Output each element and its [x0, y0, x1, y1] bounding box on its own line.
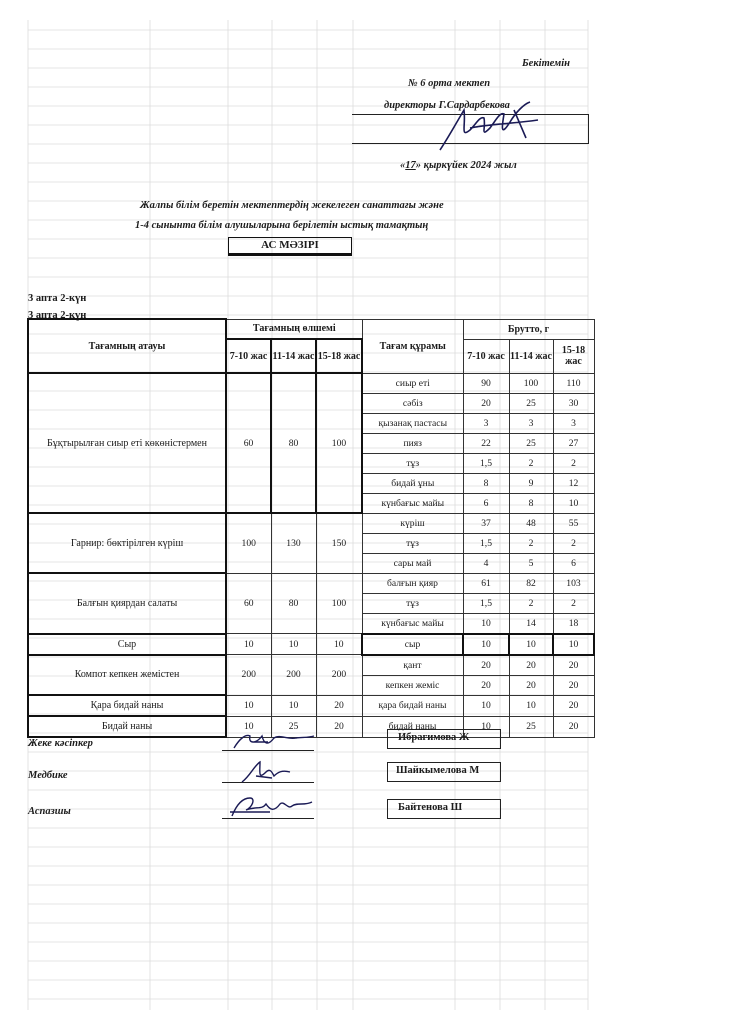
dish-portion-2: 10 [271, 695, 316, 716]
ingredient-row [28, 573, 594, 593]
ingredient-name: қызанақ пастасы [362, 413, 463, 433]
ingredient-brutto-1: 1,5 [463, 453, 509, 473]
ingredient-brutto-3: 103 [553, 573, 594, 593]
ingredient-row [28, 513, 594, 533]
ingredient-brutto-2: 2 [509, 453, 553, 473]
dish-portion-3: 100 [316, 373, 362, 513]
ingredient-name: сыр [362, 634, 463, 655]
dish-portion-3: 150 [316, 513, 362, 573]
ingredient-brutto-3: 6 [553, 553, 594, 573]
ingredient-name: сары май [362, 553, 463, 573]
ingredient-brutto-1: 10 [463, 613, 509, 634]
ingredient-brutto-2: 10 [509, 695, 553, 716]
ingredient-brutto-2: 2 [509, 533, 553, 553]
ingredient-brutto-3: 20 [553, 716, 594, 737]
menu-title: АС МӘЗІРІ [228, 237, 352, 256]
ingredient-brutto-3: 30 [553, 393, 594, 413]
header-portion-group: Тағамның өлшемі [226, 319, 362, 339]
header-composition: Тағам құрамы [362, 319, 463, 373]
ingredient-brutto-3: 3 [553, 413, 594, 433]
ingredient-brutto-3: 12 [553, 473, 594, 493]
signature-role-entrepreneur: Жеке кәсіпкер [28, 738, 93, 749]
ingredient-brutto-1: 4 [463, 553, 509, 573]
ingredient-brutto-3: 2 [553, 533, 594, 553]
dish-portion-2: 80 [271, 373, 316, 513]
dish-portion-2: 10 [271, 634, 316, 655]
dish-name: Сыр [28, 634, 226, 655]
header-brutto-group: Брутто, г [463, 319, 594, 339]
ingredient-brutto-2: 10 [509, 634, 553, 655]
ingredient-brutto-1: 90 [463, 373, 509, 393]
dish-portion-3: 20 [316, 695, 362, 716]
ingredient-brutto-2: 100 [509, 373, 553, 393]
entrepreneur-signature [228, 728, 318, 754]
ingredient-brutto-2: 5 [509, 553, 553, 573]
signature-role-cook: Аспазшы [28, 806, 71, 817]
approval-director: директоры Г.Сардарбекова [384, 100, 510, 111]
ingredient-row [28, 373, 594, 393]
dish-name: Қара бидай наны [28, 695, 226, 716]
ingredient-name: сиыр еті [362, 373, 463, 393]
ingredient-brutto-1: 37 [463, 513, 509, 533]
ingredient-brutto-2: 25 [509, 393, 553, 413]
signature-name-entrepreneur: Ибрагимова Ж [398, 732, 470, 743]
dish-portion-2: 25 [271, 716, 316, 737]
dish-portion-1: 200 [226, 655, 271, 696]
header-portion-age-7-10: 7-10 жас [226, 339, 271, 373]
header-portion-age-15-18: 15-18 жас [316, 339, 362, 373]
ingredient-brutto-3: 110 [553, 373, 594, 393]
ingredient-name: күнбағыс майы [362, 493, 463, 513]
dish-portion-2: 130 [271, 513, 316, 573]
ingredient-brutto-1: 20 [463, 393, 509, 413]
menu-table [27, 318, 595, 738]
ingredient-brutto-2: 25 [509, 716, 553, 737]
ingredient-brutto-1: 1,5 [463, 593, 509, 613]
dish-name: Гарнир: бөктірілген күріш [28, 513, 226, 573]
ingredient-brutto-2: 48 [509, 513, 553, 533]
ingredient-brutto-3: 10 [553, 634, 594, 655]
ingredient-brutto-2: 82 [509, 573, 553, 593]
signature-name-nurse: Шайкымелова М [396, 765, 480, 776]
nurse-signature [236, 758, 296, 786]
header-brutto-age-15-18: 15-18 жас [553, 339, 594, 373]
ingredient-name: күнбағыс майы [362, 613, 463, 634]
ingredient-brutto-1: 8 [463, 473, 509, 493]
dish-name: Бұқтырылған сиыр еті көкөністермен [28, 373, 226, 513]
dish-name: Бидай наны [28, 716, 226, 737]
ingredient-brutto-3: 55 [553, 513, 594, 533]
ingredient-brutto-2: 2 [509, 593, 553, 613]
dish-portion-1: 60 [226, 373, 271, 513]
ingredient-brutto-2: 20 [509, 675, 553, 695]
ingredient-row [28, 655, 594, 676]
ingredient-brutto-1: 22 [463, 433, 509, 453]
ingredient-name: қара бидай наны [362, 695, 463, 716]
ingredient-brutto-3: 2 [553, 453, 594, 473]
dish-portion-2: 80 [271, 573, 316, 634]
cook-signature [226, 792, 318, 822]
ingredient-name: бидай ұны [362, 473, 463, 493]
ingredient-brutto-2: 25 [509, 433, 553, 453]
dish-portion-3: 10 [316, 634, 362, 655]
ingredient-brutto-2: 20 [509, 655, 553, 676]
ingredient-brutto-2: 9 [509, 473, 553, 493]
dish-portion-1: 60 [226, 573, 271, 634]
dish-portion-1: 10 [226, 695, 271, 716]
ingredient-brutto-2: 14 [509, 613, 553, 634]
ingredient-brutto-1: 10 [463, 695, 509, 716]
ingredient-row [28, 634, 594, 655]
dish-portion-3: 200 [316, 655, 362, 696]
dish-portion-1: 100 [226, 513, 271, 573]
ingredient-brutto-3: 2 [553, 593, 594, 613]
ingredient-brutto-3: 10 [553, 493, 594, 513]
dish-portion-1: 10 [226, 634, 271, 655]
dish-name: Компот кепкен жемістен [28, 655, 226, 696]
ingredient-brutto-3: 27 [553, 433, 594, 453]
ingredient-brutto-1: 20 [463, 675, 509, 695]
ingredient-brutto-2: 8 [509, 493, 553, 513]
ingredient-brutto-3: 20 [553, 675, 594, 695]
ingredient-name: тұз [362, 453, 463, 473]
header-portion-age-11-14: 11-14 жас [271, 339, 316, 373]
ingredient-brutto-1: 10 [463, 634, 509, 655]
dish-portion-3: 100 [316, 573, 362, 634]
week-day-label-2: 3 апта 2-күн [28, 310, 87, 321]
signature-name-cook: Байтенова Ш [398, 802, 463, 813]
ingredient-name: сәбіз [362, 393, 463, 413]
ingredient-brutto-1: 1,5 [463, 533, 509, 553]
header-dish-name: Тағамның атауы [28, 319, 226, 373]
signature-role-nurse: Медбике [28, 770, 68, 781]
ingredient-name: қант [362, 655, 463, 676]
header-brutto-age-11-14: 11-14 жас [509, 339, 553, 373]
director-signature [430, 98, 550, 156]
ingredient-name: балғын қияр [362, 573, 463, 593]
ingredient-name: тұз [362, 533, 463, 553]
ingredient-name: тұз [362, 593, 463, 613]
dish-portion-3: 20 [316, 716, 362, 737]
ingredient-brutto-1: 10 [463, 716, 509, 737]
ingredient-brutto-2: 3 [509, 413, 553, 433]
title-line-2: 1-4 сынынта білім алушыларына берілетін ыстық тамақтың [135, 220, 429, 231]
dish-name: Балғын қиярдан салаты [28, 573, 226, 634]
week-day-label-1: 3 апта 2-күн [28, 293, 87, 304]
header-brutto-age-7-10: 7-10 жас [463, 339, 509, 373]
approval-date: «17» қыркүйек 2024 жыл [400, 160, 517, 171]
approval-date-day: 17 [405, 160, 416, 171]
ingredient-brutto-1: 6 [463, 493, 509, 513]
approval-heading: Бекітемін [522, 58, 570, 69]
ingredient-name: пияз [362, 433, 463, 453]
ingredient-name: күріш [362, 513, 463, 533]
ingredient-brutto-1: 20 [463, 655, 509, 676]
title-line-1: Жалпы білім беретін мектептердің жекелеген санаттағы және [140, 200, 444, 211]
ingredient-brutto-1: 3 [463, 413, 509, 433]
approval-school: № 6 орта мектеп [408, 78, 491, 89]
ingredient-name: кепкен жеміс [362, 675, 463, 695]
ingredient-name: бидай наны [362, 716, 463, 737]
ingredient-brutto-3: 20 [553, 695, 594, 716]
ingredient-row [28, 695, 594, 716]
ingredient-brutto-1: 61 [463, 573, 509, 593]
ingredient-brutto-3: 20 [553, 655, 594, 676]
dish-portion-2: 200 [271, 655, 316, 696]
dish-portion-1: 10 [226, 716, 271, 737]
ingredient-brutto-3: 18 [553, 613, 594, 634]
